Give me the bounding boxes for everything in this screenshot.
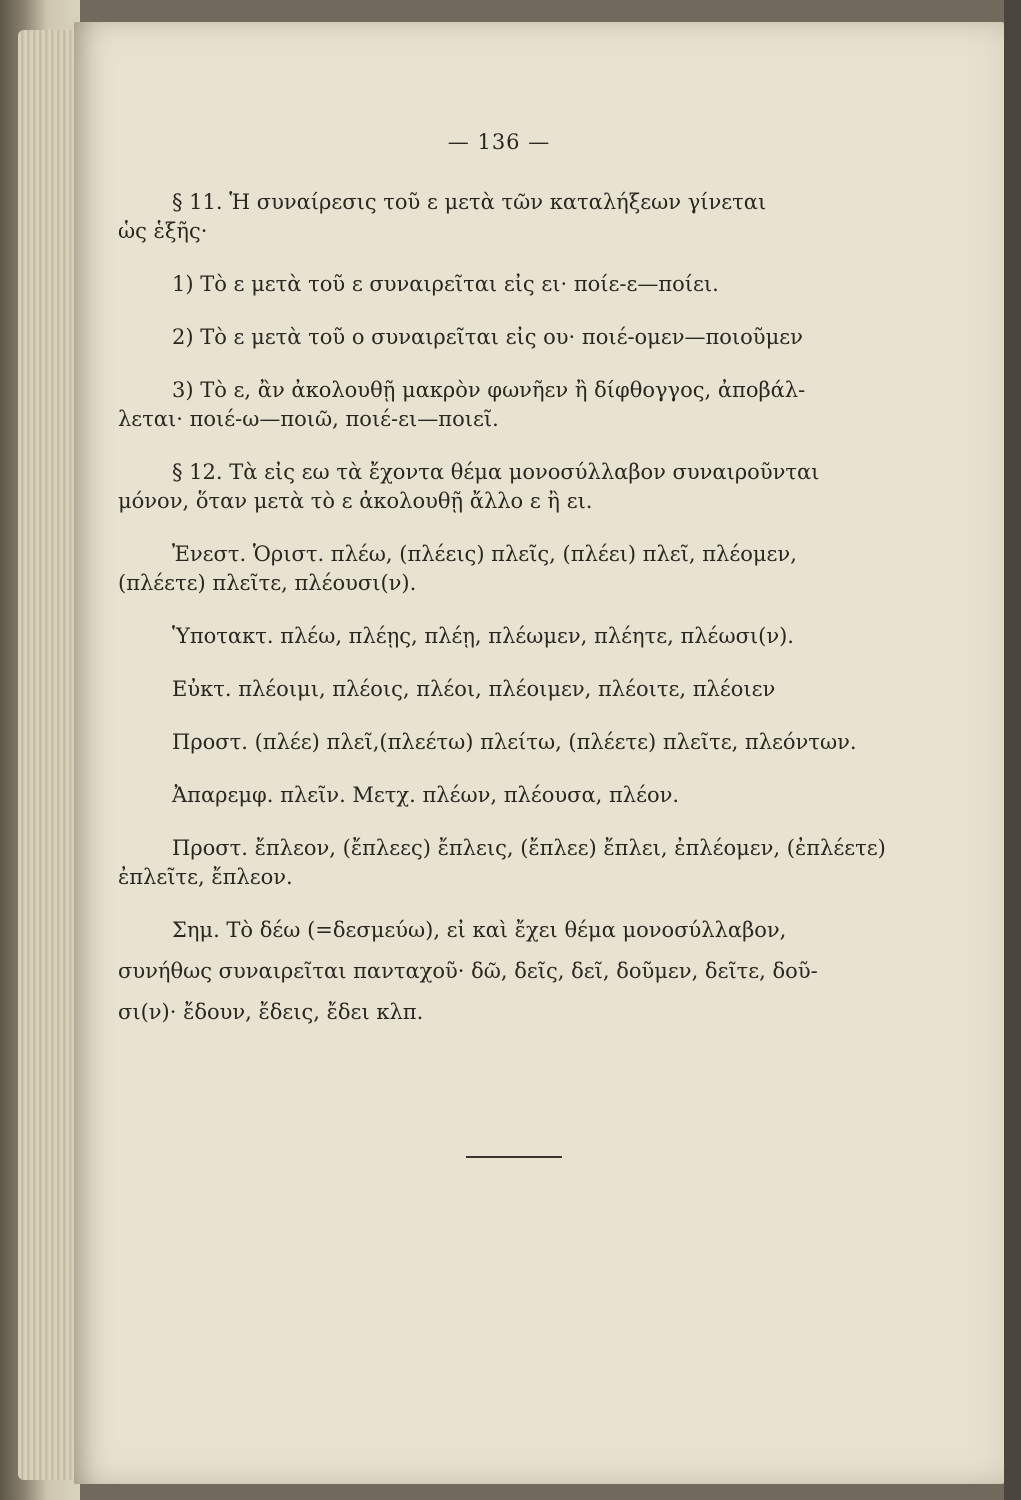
text-line: § 11. Ἡ συναίρεσις τοῦ ε μετὰ τῶν καταλήξεων γίνεται bbox=[172, 190, 767, 214]
text-line: λεται· ποιέ-ω—ποιῶ, ποιέ-ει—ποιεῖ. bbox=[118, 407, 499, 431]
text-line: Προστ. (πλέε) πλεῖ,(πλεέτω) πλείτω, (πλέετε) πλεῖτε, πλεόντων. bbox=[172, 730, 857, 754]
text-line: Σημ. Τὸ δέω (=δεσμεύω), εἰ καὶ ἔχει θέμα μονοσύλλαβον, bbox=[172, 918, 787, 942]
text-line: 3) Τὸ ε, ἂν ἀκολουθῇ μακρὸν φωνῆεν ἢ δίφθογγος, ἀποβάλ- bbox=[172, 378, 806, 402]
text-line: ὡς ἑξῆς· bbox=[118, 219, 208, 243]
text-line: σι(ν)· ἔδουν, ἔδεις, ἔδει κλπ. bbox=[118, 1000, 424, 1024]
text-line: 1) Τὸ ε μετὰ τοῦ ε συναιρεῖται εἰς ει· ποίε-ε—ποίει. bbox=[172, 272, 719, 296]
text-line: Εὐκτ. πλέοιμι, πλέοις, πλέοι, πλέοιμεν, πλέοιτε, πλέοιεν bbox=[172, 677, 776, 701]
text-line: συνήθως συναιρεῖται πανταχοῦ· δῶ, δεῖς, δεῖ, δοῦμεν, δεῖτε, δοῦ- bbox=[118, 959, 818, 983]
text-line: ἐπλεῖτε, ἔπλεον. bbox=[118, 865, 293, 889]
text-line: Ὑποτακτ. πλέω, πλέῃς, πλέῃ, πλέωμεν, πλέητε, πλέωσι(ν). bbox=[172, 624, 794, 648]
page-text bbox=[118, 130, 886, 1027]
right-page-edge bbox=[1004, 0, 1021, 1500]
end-divider-rule bbox=[466, 1156, 562, 1158]
text-line: Ἀπαρεμφ. πλεῖν. Μετχ. πλέων, πλέουσα, πλέον. bbox=[172, 783, 680, 807]
text-line: Προστ. ἔπλεον, (ἔπλεες) ἔπλεις, (ἔπλεε) ἔπλει, ἐπλέομεν, (ἐπλέετε) bbox=[172, 836, 886, 860]
page-number: — 136 — bbox=[447, 130, 551, 154]
text-line: (πλέετε) πλεῖτε, πλέουσι(ν). bbox=[118, 571, 417, 595]
text-line: § 12. Τὰ εἰς εω τὰ ἔχοντα θέμα μονοσύλλαβον συναιροῦνται bbox=[172, 460, 820, 484]
text-line: Ἐνεστ. Ὁριστ. πλέω, (πλέεις) πλεῖς, (πλέει) πλεῖ, πλέομεν, bbox=[172, 542, 797, 566]
text-line: μόνον, ὅταν μετὰ τὸ ε ἀκολουθῇ ἄλλο ε ἢ ει. bbox=[118, 489, 593, 513]
text-line: 2) Τὸ ε μετὰ τοῦ ο συναιρεῖται εἰς ου· ποιέ-ομεν—ποιοῦμεν bbox=[172, 325, 803, 349]
